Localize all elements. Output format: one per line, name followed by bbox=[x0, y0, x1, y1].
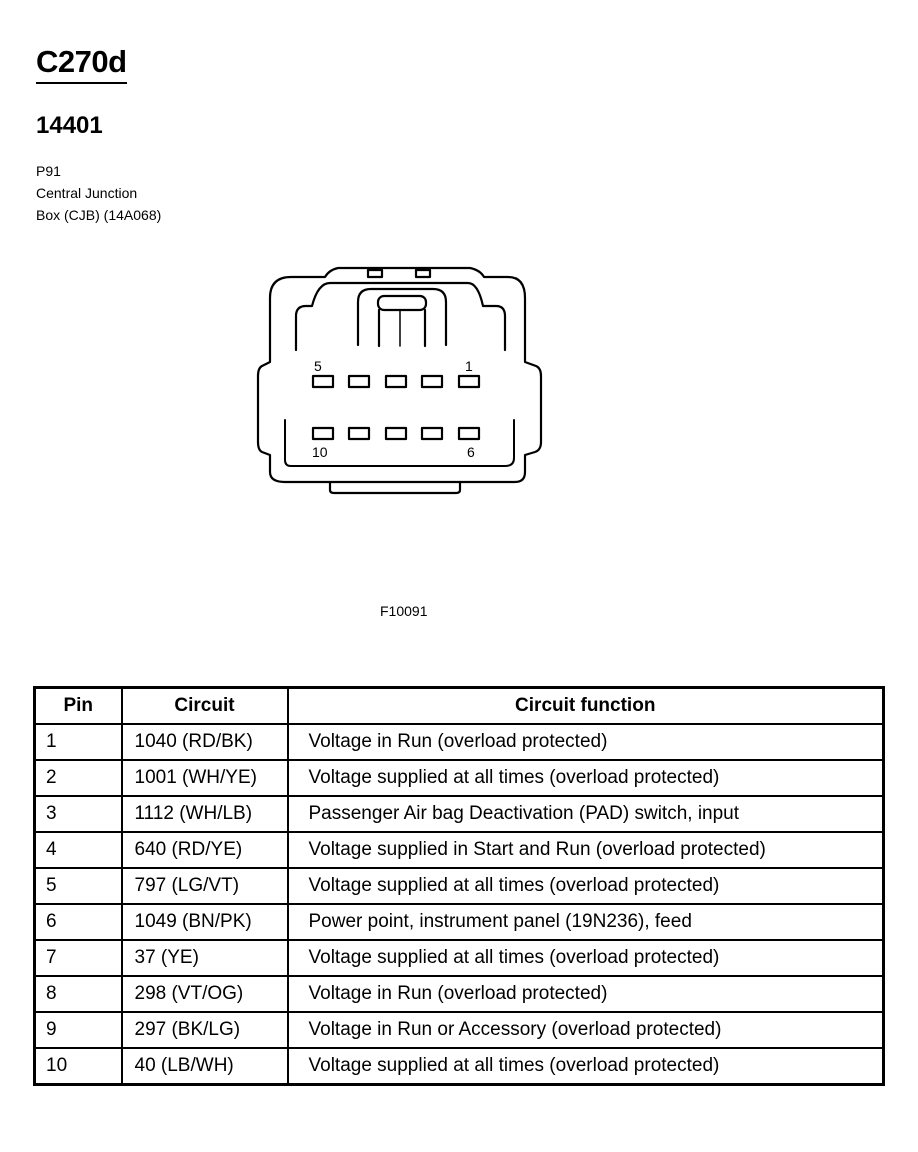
part-number: 14401 bbox=[36, 112, 103, 139]
connector-latch bbox=[358, 289, 446, 345]
pin-terminals-top-row bbox=[313, 376, 479, 387]
table-header-row bbox=[35, 688, 884, 725]
circuit-cell: 297 (BK/LG) bbox=[122, 1012, 288, 1048]
pin-cell: 5 bbox=[35, 868, 122, 904]
function-cell: Voltage supplied at all times (overload protected) bbox=[288, 940, 884, 976]
circuit-cell: 1049 (BN/PK) bbox=[122, 904, 288, 940]
function-cell: Voltage in Run (overload protected) bbox=[288, 976, 884, 1012]
function-cell: Voltage in Run or Accessory (overload protected) bbox=[288, 1012, 884, 1048]
description-line-3: Box (CJB) (14A068) bbox=[36, 207, 162, 223]
table-row bbox=[35, 904, 884, 940]
pin-cell: 1 bbox=[35, 724, 122, 760]
circuit-cell: 298 (VT/OG) bbox=[122, 976, 288, 1012]
pin-cell: 6 bbox=[35, 904, 122, 940]
pin-label-5: 5 bbox=[314, 358, 322, 374]
figure-reference: F10091 bbox=[380, 603, 428, 619]
table-row bbox=[35, 832, 884, 868]
description-line-1: P91 bbox=[36, 163, 61, 179]
circuit-cell: 640 (RD/YE) bbox=[122, 832, 288, 868]
connector-id: C270d bbox=[36, 44, 127, 84]
pin-cell: 3 bbox=[35, 796, 122, 832]
circuit-cell: 1001 (WH/YE) bbox=[122, 760, 288, 796]
table-row bbox=[35, 796, 884, 832]
pin-cell: 4 bbox=[35, 832, 122, 868]
table-row bbox=[35, 1048, 884, 1085]
pinout-table bbox=[33, 686, 885, 1086]
pin-cell: 2 bbox=[35, 760, 122, 796]
pin-label-10: 10 bbox=[312, 444, 328, 460]
function-cell: Voltage supplied at all times (overload protected) bbox=[288, 760, 884, 796]
pin-cell: 8 bbox=[35, 976, 122, 1012]
pin-cell: 9 bbox=[35, 1012, 122, 1048]
pin-label-6: 6 bbox=[467, 444, 475, 460]
table-row bbox=[35, 868, 884, 904]
table-row bbox=[35, 760, 884, 796]
function-cell: Voltage in Run (overload protected) bbox=[288, 724, 884, 760]
description-line-2: Central Junction bbox=[36, 185, 138, 201]
circuit-cell: 797 (LG/VT) bbox=[122, 868, 288, 904]
connector-face-diagram bbox=[255, 262, 545, 497]
pin-cell: 7 bbox=[35, 940, 122, 976]
function-cell: Voltage supplied in Start and Run (overload protected) bbox=[288, 832, 884, 868]
header-circuit-function: Circuit function bbox=[288, 688, 884, 725]
circuit-cell: 37 (YE) bbox=[122, 940, 288, 976]
circuit-cell: 1112 (WH/LB) bbox=[122, 796, 288, 832]
circuit-cell: 1040 (RD/BK) bbox=[122, 724, 288, 760]
function-cell: Voltage supplied at all times (overload protected) bbox=[288, 868, 884, 904]
header-pin: Pin bbox=[35, 688, 122, 725]
connector-bottom-tab bbox=[330, 482, 460, 493]
table-row bbox=[35, 940, 884, 976]
pin-cell: 10 bbox=[35, 1048, 122, 1085]
function-cell: Power point, instrument panel (19N236), feed bbox=[288, 904, 884, 940]
function-cell: Passenger Air bag Deactivation (PAD) switch, input bbox=[288, 796, 884, 832]
circuit-cell: 40 (LB/WH) bbox=[122, 1048, 288, 1085]
table-row bbox=[35, 976, 884, 1012]
header-circuit: Circuit bbox=[122, 688, 288, 725]
table-row bbox=[35, 724, 884, 760]
function-cell: Voltage supplied at all times (overload protected) bbox=[288, 1048, 884, 1085]
pin-terminals-bottom-row bbox=[313, 428, 479, 439]
pin-label-1: 1 bbox=[465, 358, 473, 374]
table-row bbox=[35, 1012, 884, 1048]
